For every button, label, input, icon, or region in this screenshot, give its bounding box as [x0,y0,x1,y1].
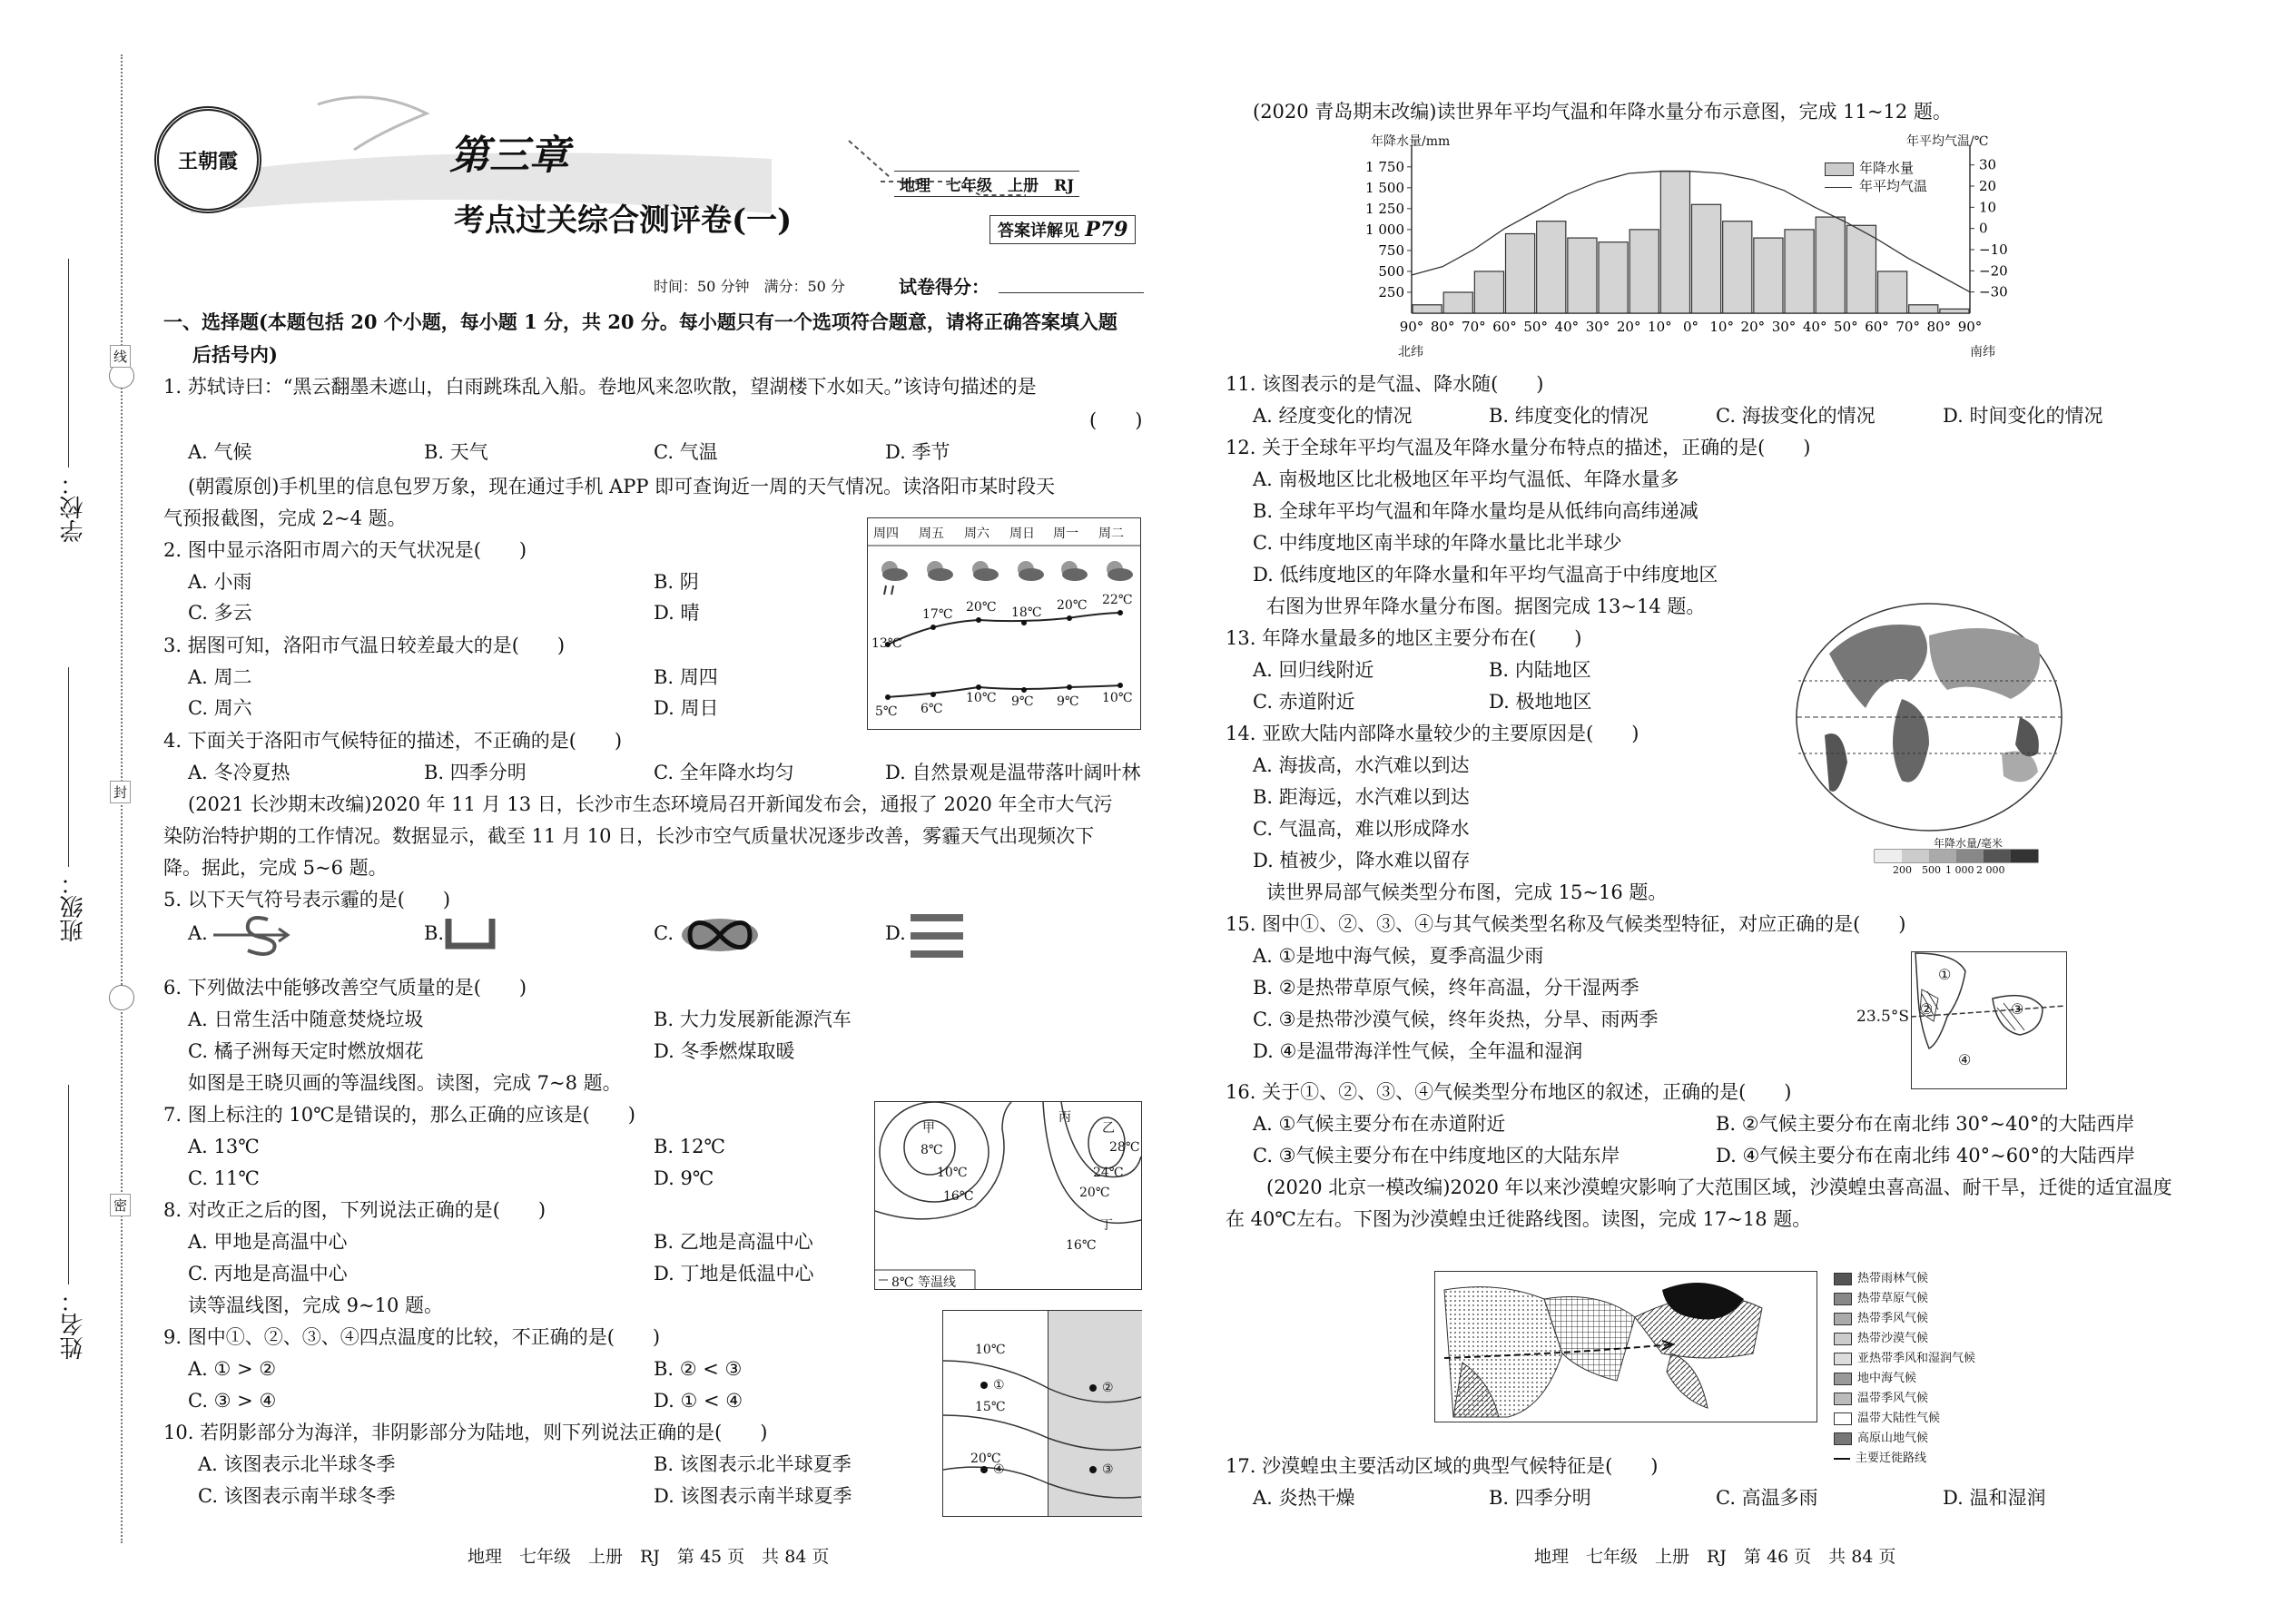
wf-high-1: 13℃ [871,636,902,651]
q11-option-b[interactable]: B. 纬度变化的情况 [1489,405,1649,427]
iso-label-ding: 丁 [1100,1218,1113,1233]
logo-text: 王朝霞 [177,149,238,173]
climate-map-point-3: ③ [2011,1000,2024,1018]
chart-ytick-label-right: −10 [1979,241,2008,258]
locust-legend-6: 地中海气候 [1857,1372,1917,1385]
question-11: 11. 该图表示的是气温、降水随( ) [1226,373,1544,395]
wf-day-1: 周四 [873,527,899,541]
precip-bar [1413,305,1442,313]
iso-label-20: 20℃ [1079,1186,1110,1200]
q4-option-b[interactable]: B. 四季分明 [424,762,527,783]
section-1-heading: 一、选择题(本题包括 20 个小题，每小题 1 分，共 20 分。每小题只有一个选项符合题意，请将正确答案填入题 [163,310,1117,333]
locust-legend-3: 热带季风气候 [1857,1312,1929,1325]
locust-legend-4: 热带沙漠气候 [1857,1332,1929,1345]
chart-ytick-label-left: 250 [1378,283,1404,300]
wf-high-5: 20℃ [1057,598,1088,613]
world-precip-map [1793,599,2065,881]
answer-ref-page: P79 [1085,218,1128,241]
intro-5-6-cont: 染防治特护期的工作情况。数据显示，截至 11 月 10 日，长沙市空气质量状况逐步改善，雾霾天气出现频次下 [163,825,1095,847]
chart-ytick-label-right: 10 [1979,199,1997,216]
weather-symbol-d [911,912,965,962]
question-2: 2. 图中显示洛阳市周六的天气状况是( ) [163,539,527,561]
q5-option-b[interactable]: B. [424,922,445,944]
intro-17-18: (2020 北京一模改编)2020 年以来沙漠蝗灾影响了大范围区域，沙漠蝗虫喜高温、耐干旱，迁徙的适宜温度 [1266,1176,2172,1198]
locust-legend-9: 高原山地气候 [1857,1432,1929,1445]
locust-legend-10: 主要迁徙路线 [1856,1452,1927,1465]
iso-label-16b: 16℃ [1066,1238,1097,1253]
answer-ref-label: 答案详解见 [998,221,1079,241]
subject-tag: 地理 七年级 上册 RJ [894,171,1079,197]
wf-low-2: 6℃ [921,702,943,716]
chart-xtick-label: 40° [1554,319,1580,335]
isotherm-figure-2 [942,1310,1142,1517]
question-10: 10. 若阴影部分为海洋，非阴影部分为陆地，则下列说法正确的是( ) [163,1422,768,1443]
wf-high-4: 18℃ [1011,605,1042,620]
q1-option-d[interactable]: D. 季节 [885,441,950,463]
chart-xtick-label: 0° [1682,319,1699,335]
precip-bar [1568,238,1597,313]
locust-map-legend [1834,1269,1975,1469]
locust-legend-7: 温带季风气候 [1857,1392,1929,1405]
chart-xtick-label: 30° [1585,319,1610,335]
chart-xtick-label: 10° [1648,319,1672,335]
wf-day-5: 周一 [1053,527,1078,541]
chart-ytick-label-left: 1 000 [1365,221,1404,238]
q17-option-c[interactable]: C. 高温多雨 [1716,1487,1818,1509]
q2-option-a[interactable]: A. 小雨 [188,571,252,593]
question-1-paren[interactable]: ( ) [1089,409,1143,431]
precip-bar [1629,230,1659,313]
intro-17-18-cont: 在 40℃左右。下图为沙漠蝗虫迁徙路线图。读图，完成 17~18 题。 [1226,1208,1812,1230]
weather-forecast-figure [867,517,1141,730]
q12-option-d[interactable]: D. 低纬度地区的年降水量和年平均气温高于中纬度地区 [1253,564,1718,586]
q4-option-c[interactable]: C. 全年降水均匀 [654,762,794,783]
chart-ytick-label-right: 0 [1979,220,1988,237]
q8-option-d[interactable]: D. 丁地是低温中心 [654,1263,814,1284]
rain-legend-tick-4: 2 000 [1976,864,2005,876]
intro-13-14: 右图为世界年降水量分布图。据图完成 13~14 题。 [1266,595,1706,617]
question-4: 4. 下面关于洛阳市气候特征的描述，不正确的是( ) [163,730,623,752]
chart-ytick-label-left: 750 [1378,241,1404,259]
score-label: 试卷得分： [899,276,989,298]
climate-map-point-2: ② [1920,1000,1934,1018]
precip-bar [1909,305,1938,313]
seal-seal-mark: 封 [110,781,131,803]
logo-seal [154,106,261,213]
question-5: 5. 以下天气符号表示霾的是( ) [163,889,451,910]
rain-legend-tick-2: 500 [1922,864,1941,876]
legend-temp: 年平均气温 [1859,178,1928,194]
iso2-point-3: ③ [1102,1462,1114,1477]
locust-legend-8: 温带大陆性气候 [1857,1412,1941,1425]
precip-bar [1846,225,1876,313]
question-16: 16. 关于①、②、③、④气候类型分布地区的叙述，正确的是( ) [1226,1081,1792,1103]
q6-option-b[interactable]: B. 大力发展新能源汽车 [654,1009,852,1030]
iso-legend: 8℃ 等温线 [891,1275,957,1290]
iso2-label-20: 20℃ [970,1452,1001,1466]
seal-line-mark: 线 [110,345,131,368]
weather-symbol-a [213,912,295,958]
section-1-heading-cont: 后括号内) [192,343,278,366]
chart-xtick-label: 20° [1616,319,1641,335]
class-label: 班级： [60,871,87,942]
q1-option-b[interactable]: B. 天气 [424,441,488,463]
weather-symbol-c [679,917,761,953]
q5-option-a[interactable]: A. [188,922,208,944]
precip-bar [1723,221,1752,313]
score-field[interactable] [999,292,1144,293]
question-1: 1. 苏轼诗曰：“黑云翻墨未遮山，白雨跳珠乱入船。卷地风来忽吹散，望湖楼下水如天。”该诗句描述的是 [163,376,1037,398]
isotherm-figure-1 [874,1101,1142,1290]
q12-option-a[interactable]: A. 南极地区比北极地区年平均气温低、年降水量多 [1253,468,1679,490]
q6-option-a[interactable]: A. 日常生活中随意焚烧垃圾 [188,1009,424,1030]
q15-option-b[interactable]: B. ②是热带草原气候，终年高温，分干湿两季 [1253,977,1639,999]
intro-15-16: 读世界局部气候类型分布图，完成 15~16 题。 [1266,881,1668,903]
precip-bar [1660,171,1689,313]
climate-map-point-4: ④ [1958,1051,1972,1068]
rain-legend-tick-3: 1 000 [1945,864,1974,876]
q10-option-b[interactable]: B. 该图表示北半球夏季 [654,1453,852,1475]
q16-option-c[interactable]: C. ③气候主要分布在中纬度地区的大陆东岸 [1253,1145,1620,1166]
iso-label-jia: 甲 [922,1121,935,1136]
iso-label-16a: 16℃ [943,1189,974,1204]
chart-ytick-label-left: 500 [1378,262,1404,280]
chart-ytick-label-left: 1 750 [1365,158,1404,175]
q16-option-b[interactable]: B. ②气候主要分布在南北纬 30°~40°的大陆西岸 [1716,1113,2135,1135]
q5-option-c[interactable]: C. [654,922,674,944]
iso2-point-1: ① [993,1378,1005,1393]
answer-ref-box [989,215,1136,244]
precip-bar [1692,204,1721,313]
q9-option-b[interactable]: B. ② < ③ [654,1358,743,1380]
q14-option-d[interactable]: D. 植被少，降水难以留存 [1253,850,1471,871]
wf-low-6: 10℃ [1102,691,1133,705]
q7-option-c[interactable]: C. 11℃ [188,1167,260,1189]
chart-legend [1825,159,1927,195]
question-17: 17. 沙漠蝗虫主要活动区域的典型气候特征是( ) [1226,1455,1659,1477]
question-13: 13. 年降水量最多的地区主要分布在( ) [1226,627,1582,649]
question-12: 12. 关于全球年平均气温及年降水量分布特点的描述，正确的是( ) [1226,437,1811,458]
q4-option-a[interactable]: A. 冬冷夏热 [188,762,290,783]
iso-label-28: 28℃ [1109,1140,1140,1155]
q16-option-d[interactable]: D. ④气候主要分布在南北纬 40°~60°的大陆西岸 [1716,1145,2135,1166]
chart-ytick-label-right: −30 [1979,283,2008,300]
chapter-title: 第三章 [449,133,569,179]
wf-high-2: 17℃ [922,607,953,622]
wf-low-4: 9℃ [1011,694,1034,709]
precip-bar [1443,292,1472,313]
seal-secret-mark: 密 [110,1194,131,1216]
q7-option-b[interactable]: B. 12℃ [654,1136,725,1157]
binding-margin [0,0,127,1624]
q7-option-d[interactable]: D. 9℃ [654,1167,714,1189]
q8-option-c[interactable]: C. 丙地是高温中心 [188,1263,348,1284]
iso2-point-4: ④ [993,1462,1005,1477]
footer-left: 地理 七年级 上册 RJ 第 45 页 共 84 页 [468,1547,830,1567]
question-8: 8. 对改正之后的图，下列说法正确的是( ) [163,1199,546,1221]
chart-xtick-label: 30° [1771,319,1797,335]
q11-option-a[interactable]: A. 经度变化的情况 [1253,405,1413,427]
chart-ytick-label-left: 1 250 [1365,200,1404,217]
q9-option-d[interactable]: D. ① < ④ [654,1390,743,1412]
wf-day-6: 周二 [1098,527,1124,541]
school-label: 学校： [60,472,87,543]
chart-ytick-label-right: 30 [1979,156,1997,173]
chart-xlabel-south: 南纬 [1970,345,1995,359]
q9-option-c[interactable]: C. ③ > ④ [188,1390,277,1412]
climate-map-point-1: ① [1938,966,1952,983]
weather-symbol-b [445,915,499,951]
precip-bar [1754,238,1783,313]
precip-bar [1878,271,1907,313]
precip-bar [1474,271,1503,313]
wf-day-4: 周日 [1009,527,1035,541]
precip-bar [1599,242,1628,313]
iso-label-bing: 丙 [1058,1110,1071,1125]
chart-xtick-label: 20° [1740,319,1766,335]
q15-option-c[interactable]: C. ③是热带沙漠气候，终年炎热，分旱、雨两季 [1253,1009,1659,1030]
question-14: 14. 亚欧大陆内部降水量较少的主要原因是( ) [1226,723,1639,744]
chart-ytick-label-right: 20 [1979,178,1997,194]
q3-option-a[interactable]: A. 周二 [188,666,252,688]
iso-label-8: 8℃ [921,1143,943,1157]
chart-xtick-label: 50° [1834,319,1858,335]
q8-option-a[interactable]: A. 甲地是高温中心 [188,1231,348,1253]
climate-type-map [1856,944,2065,1089]
question-6: 6. 下列做法中能够改善空气质量的是( ) [163,977,527,999]
q3-option-d[interactable]: D. 周日 [654,697,719,719]
intro-2-4: (朝霞原创)手机里的信息包罗万象，现在通过手机 APP 即可查询近一周的天气情况。读洛阳市某时段天 [188,476,1056,497]
locust-legend-1: 热带雨林气候 [1857,1272,1929,1285]
q13-option-b[interactable]: B. 内陆地区 [1489,659,1591,681]
time-info: 时间：50 分钟 满分：50 分 [654,278,845,295]
chart-xtick-label: 70° [1895,319,1920,335]
q14-option-b[interactable]: B. 距海远，水汽难以到达 [1253,786,1470,808]
footer-right: 地理 七年级 上册 RJ 第 46 页 共 84 页 [1534,1547,1896,1567]
chart-xtick-label: 80° [1926,319,1952,335]
q13-option-c[interactable]: C. 赤道附近 [1253,691,1355,713]
iso2-label-10: 10℃ [975,1343,1006,1357]
wf-day-3: 周六 [964,527,989,541]
q16-option-a[interactable]: A. ①气候主要分布在赤道附近 [1253,1113,1506,1135]
locust-legend-2: 热带草原气候 [1857,1292,1929,1305]
chart-ylabel-left: 年降水量/mm [1371,134,1451,149]
wf-day-2: 周五 [919,527,944,541]
locust-legend-5: 亚热带季风和湿润气候 [1857,1352,1976,1365]
precip-bar [1506,234,1535,314]
q14-option-c[interactable]: C. 气温高，难以形成降水 [1253,818,1470,840]
q11-option-d[interactable]: D. 时间变化的情况 [1943,405,2103,427]
chart-ylabel-right: 年平均气温/℃ [1906,134,1989,149]
wf-low-5: 9℃ [1057,694,1079,709]
q6-option-d[interactable]: D. 冬季燃煤取暖 [654,1040,795,1062]
iso2-point-2: ② [1102,1381,1114,1395]
q15-option-d[interactable]: D. ④是温带海洋性气候，全年温和湿润 [1253,1040,1583,1062]
q1-option-c[interactable]: C. 气温 [654,441,718,463]
question-7: 7. 图上标注的 10℃是错误的，那么正确的应该是( ) [163,1104,635,1126]
precip-bar [1785,230,1814,313]
precip-bar [1816,217,1845,313]
chart-ytick-label-left: 1 500 [1365,179,1404,196]
q13-option-a[interactable]: A. 回归线附近 [1253,659,1374,681]
page-title: 考点过关综合测评卷(一) [454,202,793,239]
intro-11-12: (2020 青岛期末改编)读世界年平均气温和年降水量分布示意图，完成 11~12 题。 [1253,101,1952,123]
locust-migration-map [1434,1271,1817,1422]
chart-xtick-label: 10° [1709,319,1734,335]
q10-option-c[interactable]: C. 该图表示南半球冬季 [198,1485,396,1507]
chart-xtick-label: 90° [1957,319,1983,335]
q8-option-b[interactable]: B. 乙地是高温中心 [654,1231,813,1253]
q4-option-d[interactable]: D. 自然景观是温带落叶阔叶林 [885,762,1141,783]
q5-option-d[interactable]: D. [885,922,906,944]
chart-xtick-label: 60° [1865,319,1889,335]
intro-5-6: (2021 长沙期末改编)2020 年 11 月 13 日，长沙市生态环境局召开新闻发布会，通报了 2020 年全市大气污 [188,793,1113,815]
iso-label-10: 10℃ [937,1166,968,1180]
chart-xtick-label: 50° [1523,319,1548,335]
intro-9-10: 读等温线图，完成 9~10 题。 [188,1294,444,1316]
rain-legend-tick-1: 200 [1893,864,1912,876]
question-15: 15. 图中①、②、③、④与其气候类型名称及气候类型特征，对应正确的是( ) [1226,913,1906,935]
precip-temp-chart [1344,132,2015,359]
wf-high-6: 22℃ [1102,593,1133,607]
wf-low-3: 10℃ [966,691,997,705]
question-3: 3. 据图可知，洛阳市气温日较差最大的是( ) [163,635,566,656]
q1-option-a[interactable]: A. 气候 [188,441,252,463]
intro-7-8: 如图是王晓贝画的等温线图。读图，完成 7~8 题。 [188,1072,622,1094]
chart-xlabel-north: 北纬 [1398,345,1423,359]
precip-bar [1537,221,1566,313]
q3-option-b[interactable]: B. 周四 [654,666,718,688]
q10-option-d[interactable]: D. 该图表示南半球夏季 [654,1485,852,1507]
q12-option-b[interactable]: B. 全球年平均气温和年降水量均是从低纬向高纬递减 [1253,500,1698,522]
chart-ytick-label-right: −20 [1979,262,2008,280]
q6-option-c[interactable]: C. 橘子洲每天定时燃放烟花 [188,1040,424,1062]
wf-low-1: 5℃ [875,704,898,719]
intro-2-4-cont: 气预报截图，完成 2~4 题。 [163,507,407,529]
iso-label-yi: 乙 [1102,1121,1115,1136]
iso-label-24: 24℃ [1093,1166,1124,1180]
rain-legend-title: 年降水量/毫米 [1934,837,2004,850]
question-9: 9. 图中①、②、③、④四点温度的比较，不正确的是( ) [163,1326,661,1348]
q17-option-d[interactable]: D. 温和湿润 [1943,1487,2046,1509]
q2-option-d[interactable]: D. 晴 [654,602,700,624]
q11-option-c[interactable]: C. 海拔变化的情况 [1716,405,1876,427]
chart-xtick-label: 40° [1802,319,1827,335]
name-label: 姓名： [60,1289,87,1360]
climate-map-lat: 23.5°S [1856,1008,1909,1026]
q2-option-c[interactable]: C. 多云 [188,602,252,624]
q10-option-a[interactable]: A. 该图表示北半球冬季 [198,1453,396,1475]
q15-option-a[interactable]: A. ①是地中海气候，夏季高温少雨 [1253,945,1544,967]
q7-option-a[interactable]: A. 13℃ [188,1136,260,1157]
q2-option-b[interactable]: B. 阴 [654,571,699,593]
q17-option-a[interactable]: A. 炎热干燥 [1253,1487,1355,1509]
intro-5-6-cont2: 降。据此，完成 5~6 题。 [163,857,388,879]
q13-option-d[interactable]: D. 极地地区 [1489,691,1592,713]
q12-option-c[interactable]: C. 中纬度地区南半球的年降水量比北半球少 [1253,532,1622,554]
q3-option-c[interactable]: C. 周六 [188,697,252,719]
q17-option-b[interactable]: B. 四季分明 [1489,1487,1591,1509]
iso2-label-15: 15℃ [975,1400,1006,1414]
wf-high-3: 20℃ [966,600,997,615]
legend-precip: 年降水量 [1859,160,1915,176]
precip-bar [1940,309,1969,313]
chart-xtick-label: 80° [1430,319,1455,335]
chart-xtick-label: 60° [1492,319,1517,335]
chart-xtick-label: 90° [1399,319,1424,335]
q9-option-a[interactable]: A. ① > ② [188,1358,277,1380]
q14-option-a[interactable]: A. 海拔高，水汽难以到达 [1253,754,1470,776]
chart-xtick-label: 70° [1462,319,1486,335]
